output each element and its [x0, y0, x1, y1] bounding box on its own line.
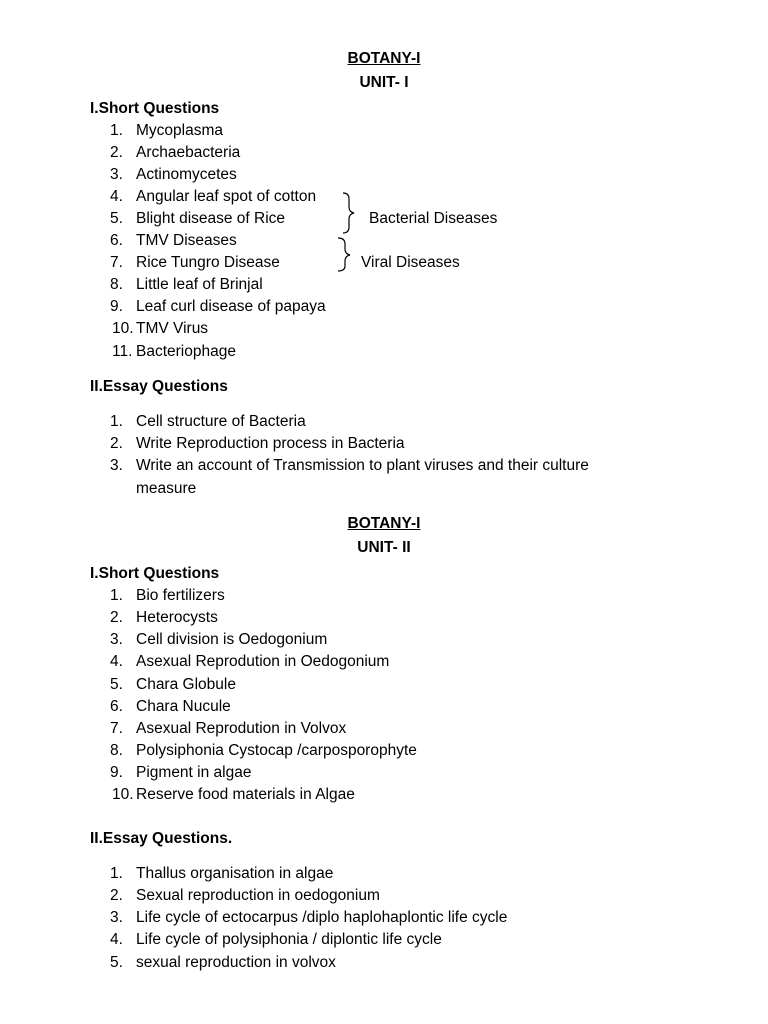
- unit2-unit-title: UNIT- II: [357, 539, 411, 556]
- viral-brace: [336, 237, 356, 273]
- question-paper-page: BOTANY-I UNIT- I I.Short Questions 1. Mycoplasma 2. Archaebacteria 3. Actinomycetes 4. Angular leaf spot of cotton 5. Blight disease of Rice 6. TMV Diseases 7. Rice Tungro Disease 8. Little leaf of Brinjal 9. Leaf curl disease of papaya 10. TMV Virus 11. Bacteriophage Bacterial Diseases Viral Diseases II.Essay Questions 1. Cell structure of Bacteria 2. Write Reproduction process in Bacteria 3. Write an account of Transmission to plant viruses and their culture measure BOTANY-I UNIT- II I.Short Questions 1. Bio fertilizers 2. Heterocysts 3. Cell division is Oedogonium 4. Asexual Reprodution in Oedogonium 5. Chara Globule 6. Chara Nucule 7. Asexual Reprodution in Volvox 8. Polysiphonia Cystocap /carposporophyte 9. Pigment in algae 10. Reserve food materials in Algae II.Essay Questions. 1. Thallus organisation in algae 2. Sexual reproduction in oedogonium 3. Life cycle of ectocarpus /diplo haplohaplontic life cycle 4. Life cycle of polysiphonia / diplontic life cycle 5. sexual reproduction in volvox: [0, 0, 768, 1024]
- unit2-essay-questions-heading: II.Essay Questions.: [90, 830, 233, 847]
- unit1-unit-title: UNIT- I: [359, 74, 409, 91]
- unit1-essay-questions-heading: II.Essay Questions: [90, 378, 228, 395]
- bacterial-diseases-label: Bacterial Diseases: [369, 210, 498, 227]
- unit1-subject-title: BOTANY-I: [347, 50, 421, 67]
- viral-diseases-label: Viral Diseases: [361, 254, 460, 271]
- unit2-subject-title: BOTANY-I: [347, 515, 421, 532]
- list-item-continuation: measure: [136, 480, 197, 497]
- unit1-short-questions-heading: I.Short Questions: [90, 100, 220, 117]
- bacterial-brace: [340, 192, 360, 234]
- unit2-short-questions-heading: I.Short Questions: [90, 565, 220, 582]
